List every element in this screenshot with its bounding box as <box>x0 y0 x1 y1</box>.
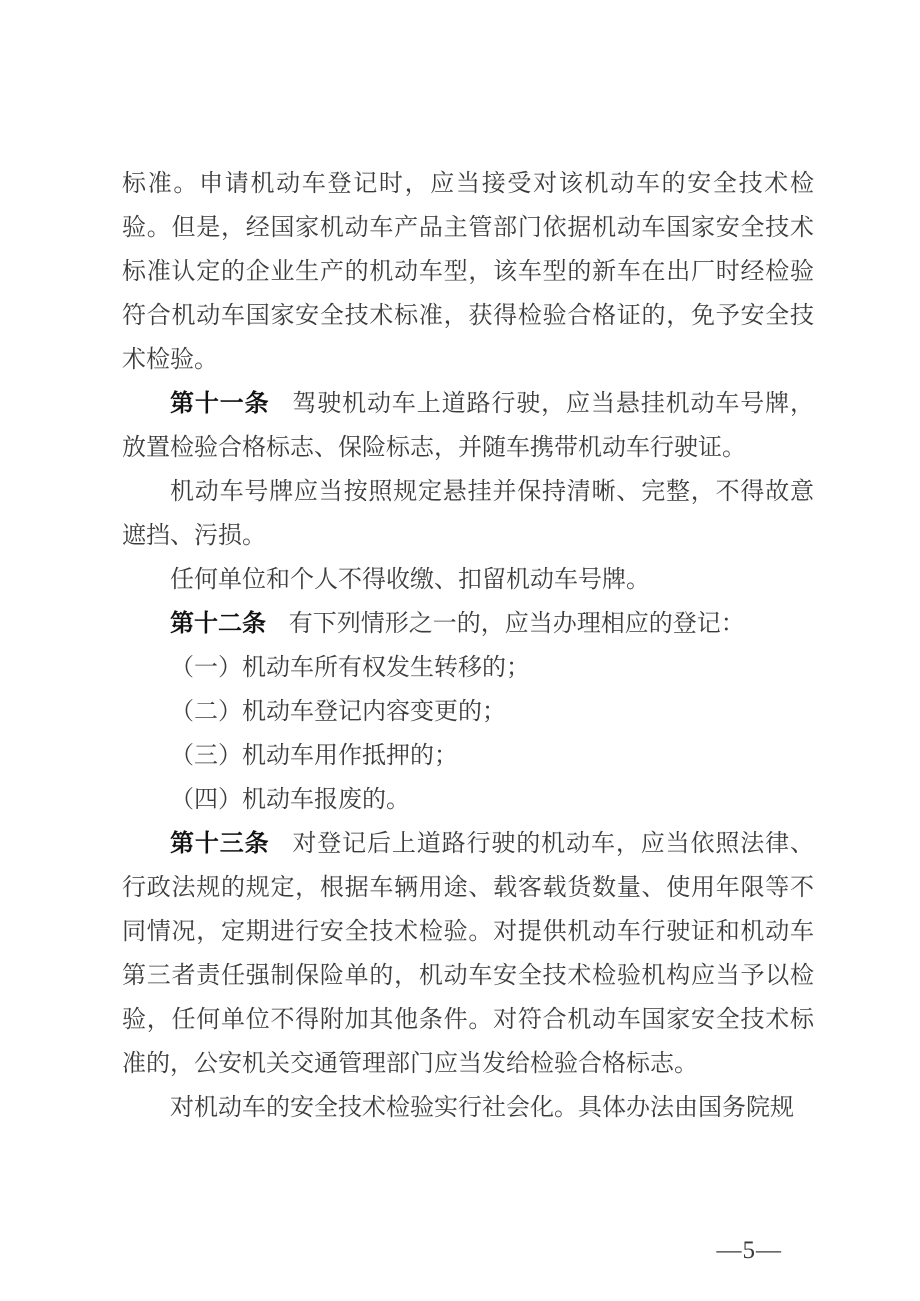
list-item-text: （三）机动车用作抵押的； <box>170 743 458 769</box>
paragraph <box>122 470 814 558</box>
list-item-2 <box>122 690 814 734</box>
paragraph-text: 有下列情形之一的，应当办理相应的登记： <box>288 611 745 637</box>
paragraph-text: 任何单位和个人不得收缴、扣留机动车号牌。 <box>170 567 650 593</box>
paragraph-text: 对机动车的安全技术检验实行社会化。具体办法由国务院规 <box>170 1095 794 1121</box>
list-item-text: （四）机动车报废的。 <box>170 787 410 813</box>
paragraph-continuation <box>122 162 814 382</box>
paragraph-text: 对登记后上道路行驶的机动车，应当依照法律、行政法规的规定，根据车辆用途、载客载货数量、使用年限等不同情况，定期进行安全技术检验。对提供机动车行驶证和机动车第三者责任强制保险单的，机动车安全技术检验机构应当予以检验，任何单位不得附加其他条件。对符合机动车国家安全技术标准的，公安机关交通管理部门应当发给检验合格标志。 <box>122 831 815 1077</box>
list-item-text: （二）机动车登记内容变更的； <box>170 699 506 725</box>
document-body <box>122 162 814 1130</box>
paragraph <box>122 558 814 602</box>
paragraph-text: 标准。申请机动车登记时，应当接受对该机动车的安全技术检验。但是，经国家机动车产品主管部门依据机动车国家安全技术标准认定的企业生产的机动车型，该车型的新车在出厂时经检验符合机动车国家安全技术标准，获得检验合格证的，免予安全技术检验。 <box>122 171 814 373</box>
paragraph <box>122 1086 814 1130</box>
list-item-4 <box>122 778 814 822</box>
paragraph-text: 驾驶机动车上道路行驶，应当悬挂机动车号牌，放置检验合格标志、保险标志，并随车携带机动车行驶证。 <box>122 391 815 461</box>
list-item-text: （一）机动车所有权发生转移的； <box>170 655 530 681</box>
article-12-paragraph <box>122 602 814 646</box>
article-11-paragraph <box>122 382 814 470</box>
article-13-paragraph <box>122 822 814 1086</box>
article-11-number-label: 第十一条 <box>170 390 270 417</box>
list-item-3 <box>122 734 814 778</box>
paragraph-text: 机动车号牌应当按照规定悬挂并保持清晰、完整，不得故意遮挡、污损。 <box>122 479 814 549</box>
article-13-number-label: 第十三条 <box>170 830 270 857</box>
article-12-number-label: 第十二条 <box>170 610 266 637</box>
list-item-1 <box>122 646 814 690</box>
page-number: —5— <box>716 1237 782 1264</box>
